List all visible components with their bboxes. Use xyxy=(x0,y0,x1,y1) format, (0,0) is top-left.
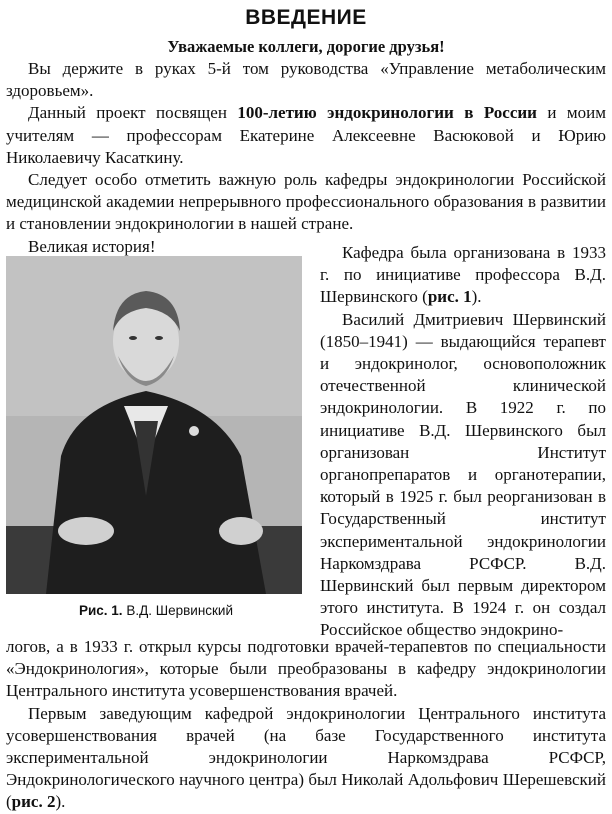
page-title: ВВЕДЕНИЕ xyxy=(245,6,367,29)
intro-paragraph-2 xyxy=(6,102,606,169)
portrait-photo xyxy=(6,256,302,594)
intro-paragraph-4: Великая история! xyxy=(28,236,156,256)
greeting: Уважаемые коллеги, дорогие друзья! xyxy=(167,37,445,56)
intro-paragraph-2-bold: 100-летию эндокринологии в России xyxy=(237,103,537,123)
bottom-paragraph-2 xyxy=(6,703,606,814)
bottom-paragraph-2-end: ). xyxy=(55,792,66,812)
portrait-illustration xyxy=(6,256,302,594)
bottom-paragraph-1: логов, а в 1933 г. открыл курсы подготовки врачей-терапевтов по специальности «Эндокринология», которые были преобразованы в кафедру эндокринологии Центрального института усовершенствования врачей. xyxy=(6,637,606,701)
figure-1 xyxy=(6,256,306,620)
column-paragraph-2: Василий Дмитриевич Шервинский (1850–1941) — выдающийся терапевт и эндокринолог, основоположник отечественной клинической эндокринологии. В 1922 г. по инициативе В.Д. Шервинского был организован Институт органопрепаратов и органотерапии, который в 1925 г. был реорганизован в Государственный институт экспериментальной эндокринологии Наркомздрава РСФСР. В.Д. Шервинский был первым директором этого института. В 1924 г. он создал Российское общество эндокрино- xyxy=(320,309,606,640)
bottom-text xyxy=(6,636,606,814)
figure-1-label: Рис. 1. xyxy=(78,603,123,618)
bottom-paragraph-2-start: Первым заведующим кафедрой эндокринологии Центрального института усовершенствования врачей (на базе Государственного института экспериментальной эндокринологии Наркомздрава РСФСР, Эндокринологического научного центра) был Николай Адольфович Шерешевский ( xyxy=(6,703,606,812)
intro-paragraph-2-end: и моим учителям — профессорам Екатерине Алексеевне Васюковой и Юрию Николаевичу Касаткину. xyxy=(6,103,606,167)
page xyxy=(6,4,606,812)
figure-1-caption xyxy=(6,602,306,620)
figure-1-text: В.Д. Шервинский xyxy=(122,603,234,618)
right-column xyxy=(320,242,606,642)
intro-paragraph-3: Следует особо отметить важную роль кафедры эндокринологии Российской медицинской академии непрерывного профессионального образования в развитии и становлении эндокринологии в нашей стране. xyxy=(6,170,606,234)
column-paragraph-1 xyxy=(320,242,606,309)
figure-reference-2: рис. 2 xyxy=(11,792,56,812)
column-paragraph-1-start: Кафедра была организована в 1933 г. по инициативе профессора В.Д. Шервинского ( xyxy=(320,243,606,307)
intro-paragraph-2-start: Данный проект посвящен xyxy=(28,103,238,123)
figure-reference-1: рис. 1 xyxy=(427,287,472,307)
intro-paragraph-1: Вы держите в руках 5-й том руководства «Управление метаболическим здоровьем». xyxy=(6,59,606,101)
column-paragraph-1-end: ). xyxy=(471,287,482,307)
